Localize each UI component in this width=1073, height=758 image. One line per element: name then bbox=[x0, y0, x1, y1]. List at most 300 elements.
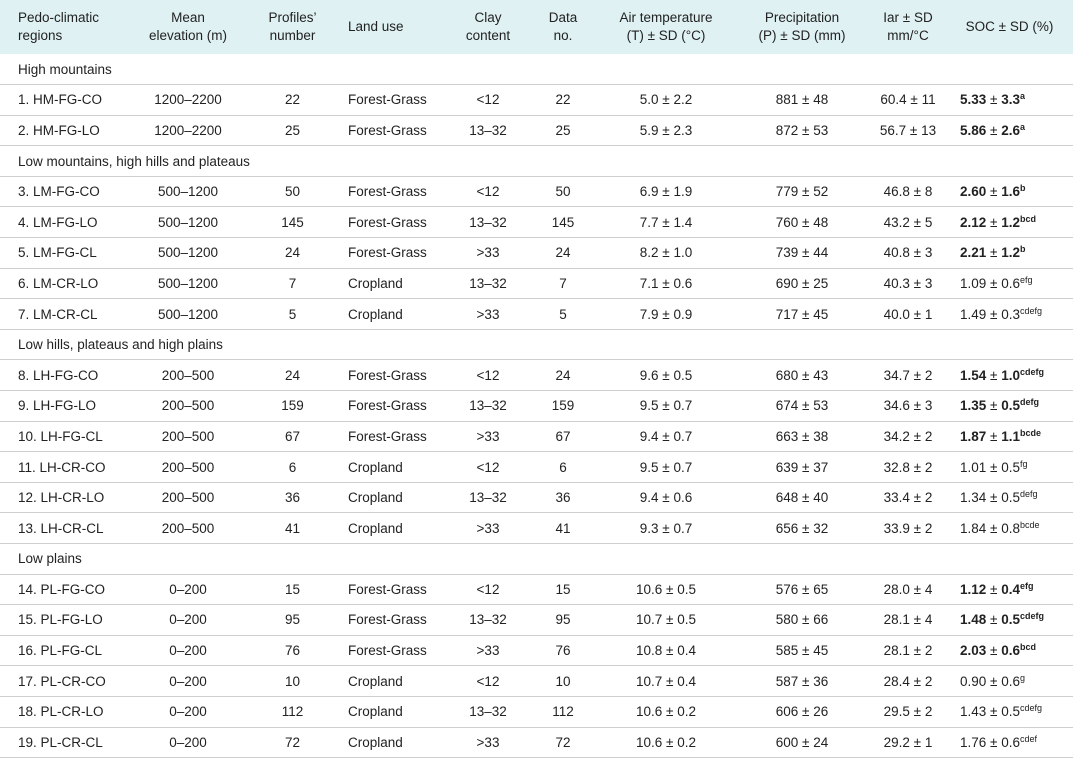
region-cell: 13. LH-CR-CL bbox=[18, 520, 104, 536]
table-row bbox=[0, 696, 1073, 727]
header-data-no: Data no. bbox=[548, 10, 578, 43]
soc-mean: 2.12 bbox=[960, 214, 987, 230]
region-cell: 5. LM-FG-CL bbox=[18, 245, 97, 261]
soc-plus-minus: ± bbox=[986, 428, 1002, 444]
iar-cell: 29.5 ± 2 bbox=[883, 704, 933, 720]
iar-cell: 33.9 ± 2 bbox=[883, 520, 933, 536]
precipitation-cell: 690 ± 25 bbox=[775, 275, 829, 291]
soc-sd: 0.6 bbox=[1001, 734, 1020, 750]
soc-cell bbox=[946, 452, 1073, 483]
soc-plus-minus: ± bbox=[986, 673, 1002, 689]
profiles-cell: 24 bbox=[284, 245, 301, 261]
temperature-cell: 9.4 ± 0.6 bbox=[639, 490, 693, 506]
clay-cell: 13–32 bbox=[469, 122, 507, 138]
soc-cell bbox=[946, 268, 1073, 299]
soc-sd: 0.5 bbox=[1001, 612, 1020, 628]
elevation-cell: 200–500 bbox=[161, 428, 215, 444]
header-regions: Pedo-climatic regions bbox=[18, 10, 100, 43]
soc-significance-letters: a bbox=[1019, 91, 1025, 102]
data-no-cell: 50 bbox=[555, 184, 571, 200]
soc-plus-minus: ± bbox=[986, 704, 1002, 720]
land-use-cell: Forest-Grass bbox=[348, 184, 427, 200]
iar-cell: 43.2 ± 5 bbox=[883, 214, 933, 230]
elevation-cell: 0–200 bbox=[169, 581, 207, 597]
soc-mean: 1.49 bbox=[960, 306, 987, 322]
region-cell: 19. PL-CR-CL bbox=[18, 734, 103, 750]
clay-cell: >33 bbox=[476, 520, 500, 536]
table-row bbox=[0, 605, 1073, 636]
soc-mean: 2.21 bbox=[960, 245, 987, 261]
clay-cell: >33 bbox=[476, 306, 500, 322]
soc-mean: 1.01 bbox=[960, 459, 987, 475]
data-no-cell: 112 bbox=[552, 704, 574, 720]
clay-cell: >33 bbox=[476, 734, 500, 750]
elevation-cell: 200–500 bbox=[161, 520, 215, 536]
precipitation-cell: 674 ± 53 bbox=[775, 398, 829, 414]
soc-mean: 1.12 bbox=[960, 581, 987, 597]
soc-plus-minus: ± bbox=[986, 612, 1002, 628]
profiles-cell: 145 bbox=[281, 214, 304, 230]
elevation-cell: 500–1200 bbox=[157, 306, 219, 322]
data-no-cell: 76 bbox=[555, 643, 571, 659]
precipitation-cell: 872 ± 53 bbox=[775, 122, 829, 138]
table-row bbox=[0, 238, 1073, 269]
region-cell: 16. PL-FG-CL bbox=[18, 643, 103, 659]
soc-cell bbox=[946, 391, 1073, 422]
iar-cell: 28.4 ± 2 bbox=[883, 673, 933, 689]
profiles-cell: 15 bbox=[284, 581, 301, 597]
precipitation-cell: 663 ± 38 bbox=[775, 428, 829, 444]
temperature-cell: 9.4 ± 0.7 bbox=[639, 428, 693, 444]
soc-significance-letters: bcd bbox=[1019, 213, 1036, 224]
region-cell: 18. PL-CR-LO bbox=[18, 704, 104, 720]
data-no-cell: 24 bbox=[555, 367, 571, 383]
table-row bbox=[0, 513, 1073, 544]
header-clay: Clay content bbox=[465, 10, 511, 43]
iar-cell: 40.8 ± 3 bbox=[883, 245, 933, 261]
section-title: Low mountains, high hills and plateaus bbox=[18, 153, 250, 169]
profiles-cell: 95 bbox=[284, 612, 301, 628]
soc-plus-minus: ± bbox=[986, 184, 1002, 200]
soc-mean: 1.48 bbox=[960, 612, 987, 628]
header-precipitation: Precipitation (P) ± SD (mm) bbox=[758, 10, 846, 43]
soc-sd: 0.5 bbox=[1001, 398, 1020, 414]
elevation-cell: 1200–2200 bbox=[154, 122, 222, 138]
soc-cell bbox=[946, 360, 1073, 391]
soc-plus-minus: ± bbox=[986, 92, 1002, 108]
soc-plus-minus: ± bbox=[986, 398, 1002, 414]
temperature-cell: 10.7 ± 0.5 bbox=[636, 612, 696, 628]
soc-sd: 0.5 bbox=[1001, 490, 1020, 506]
soc-sd: 1.2 bbox=[1001, 245, 1020, 261]
section-row bbox=[0, 146, 1073, 177]
clay-cell: 13–32 bbox=[469, 490, 507, 506]
soc-sd: 0.5 bbox=[1001, 704, 1020, 720]
soc-cell bbox=[946, 238, 1073, 269]
elevation-cell: 1200–2200 bbox=[154, 92, 222, 108]
data-no-cell: 25 bbox=[555, 122, 571, 138]
elevation-cell: 0–200 bbox=[169, 704, 207, 720]
iar-cell: 46.8 ± 8 bbox=[883, 184, 933, 200]
table-row bbox=[0, 574, 1073, 605]
profiles-cell: 41 bbox=[284, 520, 301, 536]
profiles-cell: 6 bbox=[288, 459, 297, 475]
header-iar: Iar ± SD mm/°C bbox=[883, 10, 933, 43]
soc-plus-minus: ± bbox=[986, 275, 1002, 291]
clay-cell: <12 bbox=[476, 92, 500, 108]
soc-significance-letters: cdefg bbox=[1019, 703, 1043, 714]
data-no-cell: 36 bbox=[555, 490, 571, 506]
temperature-cell: 7.7 ± 1.4 bbox=[639, 214, 693, 230]
data-no-cell: 72 bbox=[555, 734, 571, 750]
clay-cell: >33 bbox=[476, 428, 500, 444]
table-row bbox=[0, 115, 1073, 146]
soc-sd: 0.6 bbox=[1001, 643, 1020, 659]
soc-sd: 3.3 bbox=[1001, 92, 1020, 108]
table-row bbox=[0, 727, 1073, 758]
iar-cell: 60.4 ± 11 bbox=[880, 92, 936, 108]
land-use-cell: Cropland bbox=[348, 704, 403, 720]
temperature-cell: 10.8 ± 0.4 bbox=[636, 643, 696, 659]
land-use-cell: Forest-Grass bbox=[348, 398, 427, 414]
soc-sd: 2.6 bbox=[1001, 122, 1020, 138]
soc-significance-letters: b bbox=[1019, 244, 1026, 255]
iar-cell: 28.1 ± 2 bbox=[883, 643, 933, 659]
precipitation-cell: 739 ± 44 bbox=[775, 245, 829, 261]
soc-cell bbox=[946, 421, 1073, 452]
elevation-cell: 200–500 bbox=[161, 490, 215, 506]
precipitation-cell: 576 ± 65 bbox=[775, 581, 829, 597]
soc-plus-minus: ± bbox=[986, 581, 1002, 597]
soc-sd: 0.8 bbox=[1001, 520, 1020, 536]
elevation-cell: 0–200 bbox=[169, 673, 207, 689]
land-use-cell: Forest-Grass bbox=[348, 428, 427, 444]
iar-cell: 34.2 ± 2 bbox=[883, 428, 933, 444]
table-row bbox=[0, 452, 1073, 483]
clay-cell: 13–32 bbox=[469, 612, 507, 628]
soc-sd: 0.3 bbox=[1001, 306, 1020, 322]
profiles-cell: 67 bbox=[284, 428, 301, 444]
data-no-cell: 7 bbox=[559, 275, 567, 291]
temperature-cell: 7.9 ± 0.9 bbox=[639, 306, 693, 322]
profiles-cell: 159 bbox=[281, 398, 304, 414]
soc-significance-letters: cdefg bbox=[1019, 305, 1043, 316]
region-cell: 8. LH-FG-CO bbox=[18, 367, 99, 383]
profiles-cell: 7 bbox=[288, 275, 297, 291]
data-no-cell: 6 bbox=[559, 459, 567, 475]
iar-cell: 34.7 ± 2 bbox=[883, 367, 933, 383]
precipitation-cell: 585 ± 45 bbox=[775, 643, 829, 659]
clay-cell: <12 bbox=[476, 184, 500, 200]
section-row bbox=[0, 544, 1073, 575]
table-row bbox=[0, 391, 1073, 422]
region-cell: 9. LH-FG-LO bbox=[18, 398, 97, 414]
soc-sd: 0.6 bbox=[1001, 275, 1020, 291]
elevation-cell: 0–200 bbox=[169, 643, 207, 659]
temperature-cell: 10.7 ± 0.4 bbox=[636, 673, 696, 689]
soc-plus-minus: ± bbox=[986, 734, 1002, 750]
soc-significance-letters: bcde bbox=[1019, 519, 1040, 530]
iar-cell: 33.4 ± 2 bbox=[883, 490, 933, 506]
soc-sd: 1.2 bbox=[1001, 214, 1020, 230]
section-title: Low plains bbox=[18, 551, 82, 567]
header-land-use: Land use bbox=[348, 19, 404, 34]
temperature-cell: 8.2 ± 1.0 bbox=[639, 245, 693, 261]
precipitation-cell: 656 ± 32 bbox=[775, 520, 829, 536]
region-cell: 15. PL-FG-LO bbox=[18, 612, 103, 628]
elevation-cell: 200–500 bbox=[161, 398, 215, 414]
soc-mean: 1.84 bbox=[960, 520, 987, 536]
table-row bbox=[0, 268, 1073, 299]
soc-significance-letters: defg bbox=[1019, 489, 1038, 500]
clay-cell: <12 bbox=[476, 459, 500, 475]
temperature-cell: 9.3 ± 0.7 bbox=[639, 520, 693, 536]
section-title: Low hills, plateaus and high plains bbox=[18, 337, 223, 353]
precipitation-cell: 580 ± 66 bbox=[775, 612, 829, 628]
soc-mean: 5.86 bbox=[960, 122, 987, 138]
elevation-cell: 500–1200 bbox=[157, 245, 219, 261]
clay-cell: 13–32 bbox=[469, 398, 507, 414]
soc-mean: 1.43 bbox=[960, 704, 987, 720]
precipitation-cell: 600 ± 24 bbox=[775, 734, 829, 750]
elevation-cell: 200–500 bbox=[161, 459, 215, 475]
soc-cell bbox=[946, 696, 1073, 727]
soc-significance-letters: efg bbox=[1019, 274, 1033, 285]
soc-mean: 0.90 bbox=[960, 673, 987, 689]
clay-cell: <12 bbox=[476, 581, 500, 597]
precipitation-cell: 587 ± 36 bbox=[775, 673, 829, 689]
header-row bbox=[0, 0, 1073, 54]
table-body bbox=[0, 54, 1073, 758]
land-use-cell: Cropland bbox=[348, 306, 403, 322]
temperature-cell: 9.5 ± 0.7 bbox=[639, 398, 693, 414]
temperature-cell: 9.6 ± 0.5 bbox=[639, 367, 693, 383]
clay-cell: <12 bbox=[476, 367, 500, 383]
table-row bbox=[0, 635, 1073, 666]
precipitation-cell: 639 ± 37 bbox=[775, 459, 829, 475]
land-use-cell: Forest-Grass bbox=[348, 367, 427, 383]
region-cell: 17. PL-CR-CO bbox=[18, 673, 106, 689]
soc-plus-minus: ± bbox=[986, 459, 1002, 475]
soc-plus-minus: ± bbox=[986, 643, 1002, 659]
soc-sd: 0.5 bbox=[1001, 459, 1020, 475]
soc-mean: 1.76 bbox=[960, 734, 987, 750]
profiles-cell: 50 bbox=[284, 184, 301, 200]
profiles-cell: 72 bbox=[284, 734, 301, 750]
header-profiles: Profiles’ number bbox=[268, 10, 317, 43]
profiles-cell: 22 bbox=[284, 92, 301, 108]
soc-cell bbox=[946, 482, 1073, 513]
temperature-cell: 7.1 ± 0.6 bbox=[639, 275, 693, 291]
region-cell: 14. PL-FG-CO bbox=[18, 581, 106, 597]
region-cell: 2. HM-FG-LO bbox=[18, 122, 100, 138]
iar-cell: 40.0 ± 1 bbox=[883, 306, 933, 322]
soc-cell bbox=[946, 635, 1073, 666]
soc-mean: 5.33 bbox=[960, 92, 987, 108]
precipitation-cell: 779 ± 52 bbox=[775, 184, 829, 200]
soc-significance-letters: bcde bbox=[1019, 427, 1041, 438]
soc-sd: 0.4 bbox=[1001, 581, 1020, 597]
profiles-cell: 112 bbox=[281, 704, 304, 720]
iar-cell: 40.3 ± 3 bbox=[883, 275, 933, 291]
table-row bbox=[0, 482, 1073, 513]
temperature-cell: 10.6 ± 0.2 bbox=[636, 704, 696, 720]
soc-cell bbox=[946, 115, 1073, 146]
land-use-cell: Forest-Grass bbox=[348, 245, 427, 261]
soc-sd: 1.1 bbox=[1001, 428, 1020, 444]
iar-cell: 34.6 ± 3 bbox=[883, 398, 933, 414]
soc-significance-letters: efg bbox=[1019, 580, 1034, 591]
precipitation-cell: 648 ± 40 bbox=[775, 490, 829, 506]
data-no-cell: 95 bbox=[555, 612, 571, 628]
region-cell: 11. LH-CR-CO bbox=[18, 459, 106, 475]
land-use-cell: Forest-Grass bbox=[348, 612, 427, 628]
data-no-cell: 145 bbox=[551, 214, 575, 230]
land-use-cell: Cropland bbox=[348, 520, 403, 536]
iar-cell: 28.0 ± 4 bbox=[883, 581, 933, 597]
region-cell: 6. LM-CR-LO bbox=[18, 275, 99, 291]
profiles-cell: 10 bbox=[284, 673, 301, 689]
soc-significance-letters: defg bbox=[1019, 397, 1039, 408]
land-use-cell: Forest-Grass bbox=[348, 643, 427, 659]
soc-significance-letters: g bbox=[1019, 672, 1025, 683]
profiles-cell: 5 bbox=[288, 306, 297, 322]
soc-mean: 1.87 bbox=[960, 428, 987, 444]
soc-cell bbox=[946, 666, 1073, 697]
header-air-temperature: Air temperature (T) ± SD (°C) bbox=[619, 10, 713, 43]
elevation-cell: 500–1200 bbox=[157, 214, 219, 230]
profiles-cell: 36 bbox=[284, 490, 301, 506]
data-no-cell: 10 bbox=[555, 673, 571, 689]
clay-cell: >33 bbox=[476, 245, 500, 261]
soc-mean: 1.09 bbox=[960, 275, 987, 291]
profiles-cell: 76 bbox=[284, 643, 301, 659]
region-cell: 12. LH-CR-LO bbox=[18, 490, 105, 506]
elevation-cell: 500–1200 bbox=[157, 275, 219, 291]
soc-cell bbox=[946, 605, 1073, 636]
temperature-cell: 10.6 ± 0.2 bbox=[636, 734, 696, 750]
soc-plus-minus: ± bbox=[986, 490, 1002, 506]
soc-mean: 1.34 bbox=[960, 490, 987, 506]
data-no-cell: 67 bbox=[555, 428, 571, 444]
clay-cell: 13–32 bbox=[469, 704, 507, 720]
land-use-cell: Forest-Grass bbox=[348, 122, 427, 138]
region-cell: 1. HM-FG-CO bbox=[18, 92, 102, 108]
soc-cell bbox=[946, 727, 1073, 758]
data-no-cell: 22 bbox=[555, 92, 571, 108]
elevation-cell: 0–200 bbox=[169, 734, 207, 750]
table-row bbox=[0, 207, 1073, 238]
soc-significance-letters: a bbox=[1019, 121, 1025, 132]
soc-significance-letters: b bbox=[1019, 183, 1026, 194]
soc-plus-minus: ± bbox=[986, 520, 1002, 536]
soc-significance-letters: cdef bbox=[1019, 733, 1037, 744]
region-cell: 10. LH-FG-CL bbox=[18, 428, 103, 444]
temperature-cell: 5.9 ± 2.3 bbox=[639, 122, 693, 138]
soc-significance-letters: bcd bbox=[1019, 642, 1036, 653]
soc-sd: 1.0 bbox=[1001, 367, 1020, 383]
temperature-cell: 6.9 ± 1.9 bbox=[639, 184, 693, 200]
elevation-cell: 500–1200 bbox=[157, 184, 219, 200]
land-use-cell: Cropland bbox=[348, 734, 403, 750]
data-no-cell: 15 bbox=[555, 581, 571, 597]
soc-mean: 2.03 bbox=[960, 643, 987, 659]
soc-plus-minus: ± bbox=[986, 367, 1002, 383]
precipitation-cell: 606 ± 26 bbox=[775, 704, 829, 720]
land-use-cell: Cropland bbox=[348, 490, 403, 506]
soc-cell bbox=[946, 513, 1073, 544]
header-soc: SOC ± SD (%) bbox=[965, 19, 1054, 34]
soc-mean: 1.35 bbox=[960, 398, 987, 414]
soc-plus-minus: ± bbox=[986, 245, 1002, 261]
elevation-cell: 0–200 bbox=[169, 612, 207, 628]
land-use-cell: Forest-Grass bbox=[348, 92, 427, 108]
soc-mean: 2.60 bbox=[960, 184, 987, 200]
soc-sd: 1.6 bbox=[1001, 184, 1020, 200]
region-cell: 3. LM-FG-CO bbox=[18, 184, 100, 200]
clay-cell: 13–32 bbox=[469, 214, 507, 230]
region-cell: 4. LM-FG-LO bbox=[18, 214, 98, 230]
elevation-cell: 200–500 bbox=[161, 367, 215, 383]
table-row bbox=[0, 360, 1073, 391]
table-row bbox=[0, 666, 1073, 697]
soc-mean: 1.54 bbox=[960, 367, 987, 383]
soc-cell bbox=[946, 207, 1073, 238]
iar-cell: 29.2 ± 1 bbox=[883, 734, 933, 750]
soc-significance-letters: cdefg bbox=[1019, 366, 1044, 377]
clay-cell: 13–32 bbox=[469, 275, 507, 291]
soc-cell bbox=[946, 574, 1073, 605]
table-row bbox=[0, 176, 1073, 207]
data-no-cell: 24 bbox=[555, 245, 571, 261]
iar-cell: 28.1 ± 4 bbox=[883, 612, 933, 628]
data-no-cell: 5 bbox=[559, 306, 567, 322]
data-no-cell: 159 bbox=[551, 398, 575, 414]
region-cell: 7. LM-CR-CL bbox=[18, 306, 98, 322]
soc-significance-letters: fg bbox=[1019, 458, 1028, 469]
section-row bbox=[0, 329, 1073, 360]
soc-cell bbox=[946, 176, 1073, 207]
profiles-cell: 25 bbox=[284, 122, 301, 138]
iar-cell: 56.7 ± 13 bbox=[879, 122, 937, 138]
soc-plus-minus: ± bbox=[986, 214, 1002, 230]
data-no-cell: 41 bbox=[555, 520, 571, 536]
soc-plus-minus: ± bbox=[986, 306, 1002, 322]
land-use-cell: Forest-Grass bbox=[348, 581, 427, 597]
table-row bbox=[0, 85, 1073, 116]
land-use-cell: Cropland bbox=[348, 673, 403, 689]
soc-significance-letters: cdefg bbox=[1019, 611, 1044, 622]
land-use-cell: Cropland bbox=[348, 275, 403, 291]
temperature-cell: 10.6 ± 0.5 bbox=[636, 581, 696, 597]
iar-cell: 32.8 ± 2 bbox=[883, 459, 933, 475]
profiles-cell: 24 bbox=[284, 367, 301, 383]
precipitation-cell: 881 ± 48 bbox=[775, 92, 829, 108]
precipitation-cell: 760 ± 48 bbox=[775, 214, 829, 230]
clay-cell: <12 bbox=[476, 673, 500, 689]
table-row bbox=[0, 299, 1073, 330]
precipitation-cell: 680 ± 43 bbox=[775, 367, 829, 383]
soc-cell bbox=[946, 85, 1073, 116]
temperature-cell: 9.5 ± 0.7 bbox=[639, 459, 693, 475]
clay-cell: >33 bbox=[476, 643, 500, 659]
soc-plus-minus: ± bbox=[986, 122, 1002, 138]
section-title: High mountains bbox=[18, 61, 112, 77]
table-row bbox=[0, 421, 1073, 452]
header-elevation: Mean elevation (m) bbox=[148, 10, 228, 43]
land-use-cell: Cropland bbox=[348, 459, 403, 475]
land-use-cell: Forest-Grass bbox=[348, 214, 427, 230]
